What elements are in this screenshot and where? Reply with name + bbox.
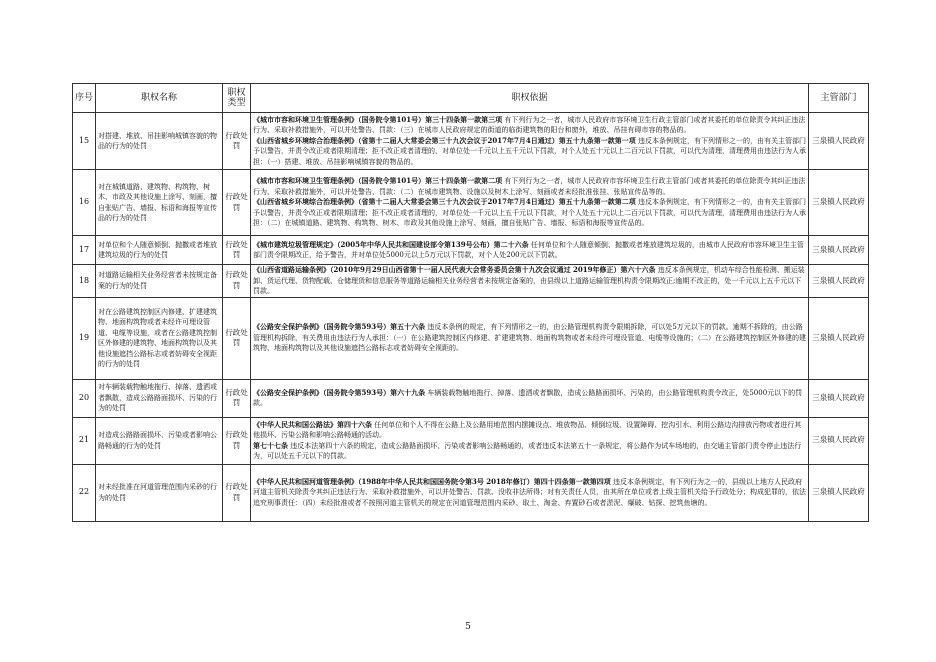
page-number: 5 <box>465 622 471 632</box>
basis-paragraph <box>253 477 806 509</box>
authority-type: 行政处罚 <box>223 464 251 521</box>
department: 三泉镇人民政府 <box>809 417 869 464</box>
header-no: 序号 <box>73 84 96 113</box>
authority-basis <box>251 113 809 170</box>
department: 三泉镇人民政府 <box>809 170 869 236</box>
basis-paragraph <box>253 265 806 297</box>
department: 三泉镇人民政府 <box>809 265 869 298</box>
authority-table <box>72 83 869 522</box>
basis-text: 任何单位和个人不得在公路上及公路用地范围内摆摊设点、堆放物品、倾倒垃圾、设置障碍、挖沟引水、利用公路边沟排放污物或者进行其他损坏、污染公路和影响公路畅通的活动。 <box>253 420 802 439</box>
basis-text: 违反本法第四十六条的规定，造成公路路面损坏、污染或者影响公路畅通的，或者违反本法第五十一条规定，将公路作为试车场地的，由交通主管部门责令停止违法行为，可以处五千元以下的罚款。 <box>253 441 802 460</box>
department: 三泉镇人民政府 <box>809 297 869 379</box>
basis-text: 任何单位和个人随意倾倒、抛撒或者堆放建筑垃圾的，由城市人民政府市容环境卫生主管部门责令限期改正，给予警告，并对单位处5000元以上5万元以下罚款，对个人处200元以下罚款。 <box>253 240 804 259</box>
authority-name: 对未经批准在河道管理范围内采砂的行为的处罚 <box>96 464 223 521</box>
authority-type: 行政处罚 <box>223 379 251 417</box>
department: 三泉镇人民政府 <box>809 379 869 417</box>
authority-basis <box>251 417 809 464</box>
basis-citation: 《山西省城乡环境综合治理条例》（省第十二届人大常委会第三十九次会议于2017年7月4日通过）第五十九条第一款第一项 <box>253 135 636 145</box>
authority-name: 对在公路建筑控制区内修建、扩建建筑物、地面构筑物或者未经许可埋设管道、电缆等设施，或者在公路建筑控制区外修建的建筑物、地面构筑物以及其他设施遮挡公路标志或者妨碍安全视距的行为的处罚 <box>96 297 223 379</box>
table-row <box>73 464 869 521</box>
authority-name: 对道路运输相关业务经营者未按规定备案的行为的处罚 <box>96 265 223 298</box>
authority-type: 行政处罚 <box>223 170 251 236</box>
row-number: 15 <box>73 113 96 170</box>
basis-text: 违反本条例的规定，有下列情形之一的，由公路管理机构责令限期拆除，可以处5万元以下的罚款。逾期不拆除的，由公路管理机构拆除，有关费用由违法行为人承担：（一）在公路建筑控制区内修建、扩建建筑物、地面构筑物或者未经许可埋设管道、电缆等设施的；（二）在公路建筑控制区外修建的建筑物、地面构筑物以及其他设施遮挡公路标志或者妨碍安全视距的。 <box>253 323 806 353</box>
basis-citation: 《山西省道路运输条例》（2010年9月29日山西省第十一届人民代表大会常务委员会第十九次会议通过 2019年修正）第六十六条 <box>253 265 656 274</box>
basis-citation: 《城市市容和环境卫生管理条例》（国务院令第101号）第三十四条第一款第三项 <box>253 114 503 124</box>
basis-paragraph <box>253 176 806 197</box>
header-dept: 主管部门 <box>809 84 869 113</box>
authority-basis <box>251 265 809 298</box>
authority-type: 行政处罚 <box>223 297 251 379</box>
basis-paragraph <box>253 441 806 462</box>
row-number: 16 <box>73 170 96 236</box>
header-name: 职权名称 <box>96 84 223 113</box>
basis-citation: 《城市建筑垃圾管理规定》（2005年中华人民共和国建设部令第139号公布）第二十六条 <box>253 239 529 249</box>
authority-basis <box>251 170 809 236</box>
basis-paragraph <box>253 197 806 229</box>
authority-type: 行政处罚 <box>223 265 251 298</box>
basis-citation: 《中华人民共和国河道管理条例》（1988年中华人民共和国国务院令第3号 2018年修订）第四十四条第一款第四项 <box>253 476 611 486</box>
authority-name: 对搭建、堆放、吊挂影响城镇容貌的物品的行为的处罚 <box>96 113 223 170</box>
basis-citation: 《中华人民共和国公路法》第四十六条 <box>253 419 372 429</box>
basis-text: 违反本条例规定，有下列情形之一的，由有关主管部门予以警告，并责令改正或者限期清理；拒不改正或者清理的，对单位处一千元以上五千元以下罚款，对个人处五十元以上二百元以下罚款，可以代为清理，清理费用由违法行为人承担：（一）搭建、堆放、吊挂影响城镇容貌的物品的。 <box>253 136 806 166</box>
table-row <box>73 236 869 265</box>
basis-text: 有下列行为之一者，城市人民政府市容环境卫生行政主管部门或者其委托的单位除责令其纠正违法行为、采取补救措施外，可以并处警告、罚款：（二）在城市建筑物、设施以及树木上涂写、刻画或者未经批准张挂、张贴宣传品等的。 <box>253 177 806 196</box>
authority-basis <box>251 236 809 265</box>
authority-basis <box>251 464 809 521</box>
basis-paragraph <box>253 115 806 136</box>
authority-name: 对造成公路路面损坏、污染或者影响公路畅通的行为的处罚 <box>96 417 223 464</box>
table-row <box>73 170 869 236</box>
authority-type: 行政处罚 <box>223 417 251 464</box>
department: 三泉镇人民政府 <box>809 236 869 265</box>
basis-text: 违反本条例规定，有下列行为之一的，县级以上地方人民政府河道主管机关除责令其纠正违法行为、采取补救措施外，可以并处警告、罚款、没收非法所得；对有关责任人员，由其所在单位或者上级主管机关给予行政处分；构成犯罪的，依法追究刑事责任：（四）未经批准或者不按照河道主管机关的规定在河道管理范围内采砂、取土、淘金、弃置砂石或者淤泥、爆破、钻探、挖筑鱼塘的。 <box>253 477 806 507</box>
table-row <box>73 297 869 379</box>
authority-type: 行政处罚 <box>223 113 251 170</box>
basis-citation: 《公路安全保护条例》（国务院令第593号）第五十六条 <box>253 322 426 332</box>
row-number: 21 <box>73 417 96 464</box>
authority-basis <box>251 379 809 417</box>
basis-citation: 《公路安全保护条例》（国务院令第593号）第六十九条 <box>253 387 426 397</box>
authority-name: 对单位和个人随意倾倒、抛撒或者堆放建筑垃圾的行为的处罚 <box>96 236 223 265</box>
basis-paragraph <box>253 322 806 354</box>
basis-citation: 《山西省城乡环境综合治理条例》（省第十二届人大常委会第三十九次会议于2017年7月4日通过）第五十九条第一款第二项 <box>253 197 636 207</box>
department: 三泉镇人民政府 <box>809 113 869 170</box>
authority-basis <box>251 297 809 379</box>
row-number: 19 <box>73 297 96 379</box>
basis-citation: 第七十七条 <box>253 440 288 450</box>
basis-text: 有下列行为之一者，城市人民政府市容环境卫生行政主管部门或者其委托的单位除责令其纠正违法行为、采取补救措施外，可以并处警告、罚款：（三）在城市人民政府规定的街道的临街建筑物的阳台和窗外，堆放、吊挂有碍市容的物品的。 <box>253 115 806 135</box>
basis-text: 违反本条例规定，机动车综合性能检测、搬运装卸、货运代理、货物配载、仓储理货和信息服务等道路运输相关业务经营者未按规定备案的，由县级以上道路运输管理机构责令限期改正;逾期不改正的，处一千元以上五千元以下罚款。 <box>253 266 805 295</box>
basis-citation: 《城市市容和环境卫生管理条例》（国务院令第101号）第三十四条第一款第二项 <box>253 176 503 186</box>
basis-text: 车辆装载物触地拖行、掉落、遗洒或者飘散，造成公路路面损坏、污染的，由公路管理机构责令改正，处5000元以下的罚款。 <box>253 388 803 407</box>
authority-name: 对在城镇道路、建筑物、构筑物、树木、市政及其他设施上涂写、刻画，擅自张贴广告、墙报、标语和海报等宣传品的行为的处罚 <box>96 170 223 236</box>
row-number: 22 <box>73 464 96 521</box>
basis-paragraph <box>253 240 806 261</box>
row-number: 18 <box>73 265 96 298</box>
department: 三泉镇人民政府 <box>809 464 869 521</box>
basis-text: 违反本条例规定，有下列情形之一的，由有关主管部门予以警告，并责令改正或者限期清理；拒不改正或者清理的，对单位处一千元以上五千元以下罚款，对个人处五十元以上二百元以下罚款，可以代为清理，清理费用由违法行为人承担：（二）在城镇道路、建筑物、构筑物、树木、市政及其他设施上涂写、刻画，擅自张贴广告、墙报、标语和海报等宣传品的。 <box>253 198 806 228</box>
basis-paragraph <box>253 136 806 168</box>
row-number: 20 <box>73 379 96 417</box>
authority-type: 行政处罚 <box>223 236 251 265</box>
basis-paragraph <box>253 388 806 409</box>
row-number: 17 <box>73 236 96 265</box>
table-row <box>73 417 869 464</box>
basis-paragraph <box>253 420 806 441</box>
header-type: 职权类型 <box>223 84 251 113</box>
header-basis: 职权依据 <box>251 84 809 113</box>
authority-name: 对车辆装载物触地拖行、掉落、遗洒或者飘散，造成公路路面损坏、污染的行为的处罚 <box>96 379 223 417</box>
table-row <box>73 265 869 298</box>
table-row <box>73 113 869 170</box>
table-row <box>73 379 869 417</box>
table-header-row <box>73 84 869 113</box>
